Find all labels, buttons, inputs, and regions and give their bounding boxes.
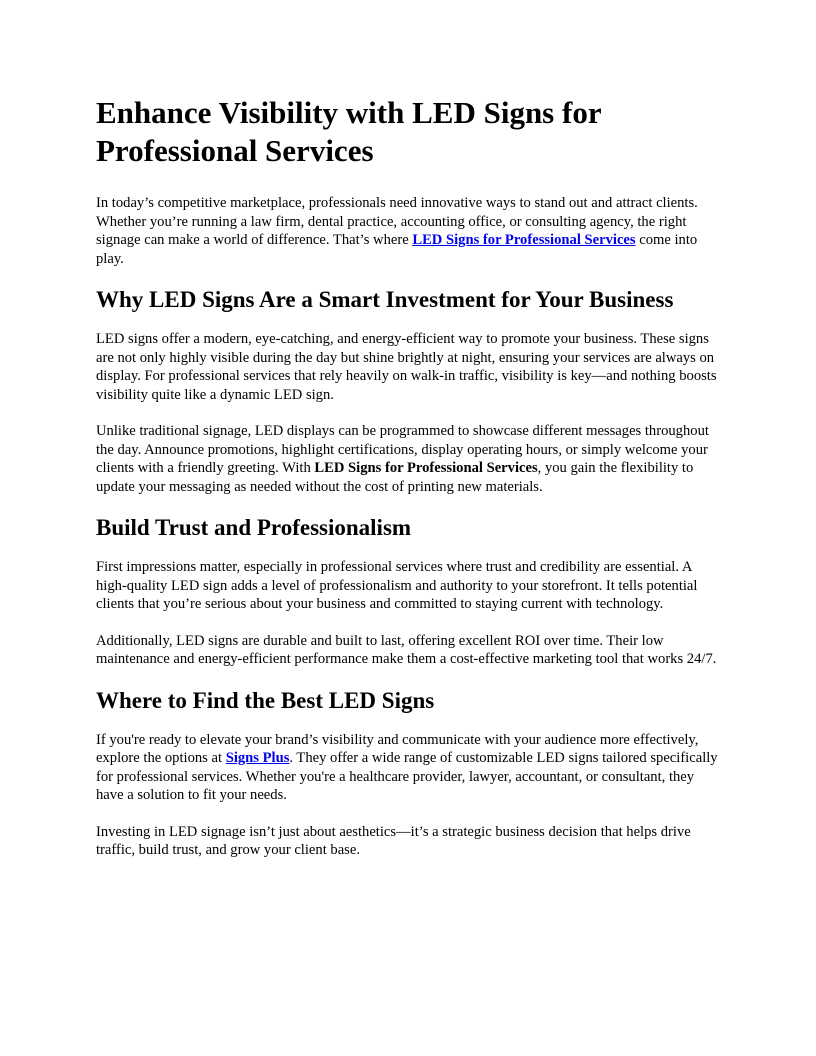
where-to-find-paragraph-1 [96, 731, 720, 805]
led-signs-link[interactable]: LED Signs for Professional Services [412, 232, 636, 248]
paragraph-text: Unlike traditional signage, LED displays can be programmed to showcase different messages throughout the day. Announce promotions, highlight certifications, display operating hours, or simply welcome your clients with a friendly greeting. With [96, 423, 709, 476]
smart-investment-paragraph-2 [96, 422, 720, 496]
section-heading-smart-investment: Why LED Signs Are a Smart Investment for Your Business [96, 287, 674, 312]
section-heading-where-to-find: Where to Find the Best LED Signs [96, 687, 435, 713]
trust-paragraph-1: First impressions matter, especially in professional services where trust and credibility are essential. A high-quality LED sign adds a level of professionalism and authority to your storefront. It tells potential clients that you’re serious about your business and committed to staying current with technology. [96, 559, 698, 612]
section-heading-trust: Build Trust and Professionalism [96, 515, 412, 540]
signs-plus-link[interactable]: Signs Plus [225, 750, 290, 766]
intro-text-end: come into play. [96, 232, 698, 267]
where-to-find-paragraph-2: Investing in LED signage isn’t just about aesthetics—it’s a strategic business decision that helps drive traffic, build trust, and grow your client base. [96, 823, 691, 858]
smart-investment-paragraph-1: LED signs offer a modern, eye-catching, and energy-efficient way to promote your business. These signs are not only highly visible during the day but shine brightly at night, ensuring your services are always on display. For professional services that rely heavily on walk-in traffic, visibility is key—and nothing boosts visibility quite like a dynamic LED sign. [96, 331, 717, 403]
paragraph-text: If you're ready to elevate your brand’s visibility and communicate with your audience more effectively, explore the options at [96, 731, 699, 766]
paragraph-text-end: . They offer a wide range of customizable LED signs tailored specifically for professional services. Whether you're a healthcare provider, lawyer, accountant, or consultant, they have a solution to fit your needs. [96, 750, 718, 803]
page-title: Enhance Visibility with LED Signs for Professional Services [96, 95, 602, 168]
intro-text: In today’s competitive marketplace, professionals need innovative ways to stand out and attract clients. Whether you’re running a law firm, dental practice, accounting office, or consulting agency, the right signage can make a world of difference. That’s where [96, 195, 698, 248]
bold-phrase: LED Signs for Professional Services [314, 460, 538, 476]
paragraph-text-end: , you gain the flexibility to update your messaging as needed without the cost of printing new materials. [96, 460, 694, 495]
intro-paragraph [96, 194, 720, 268]
trust-paragraph-2: Additionally, LED signs are durable and built to last, offering excellent ROI over time. Their low maintenance and energy-efficient performance make them a cost-effective marketing tool that works 24/7. [96, 632, 717, 667]
